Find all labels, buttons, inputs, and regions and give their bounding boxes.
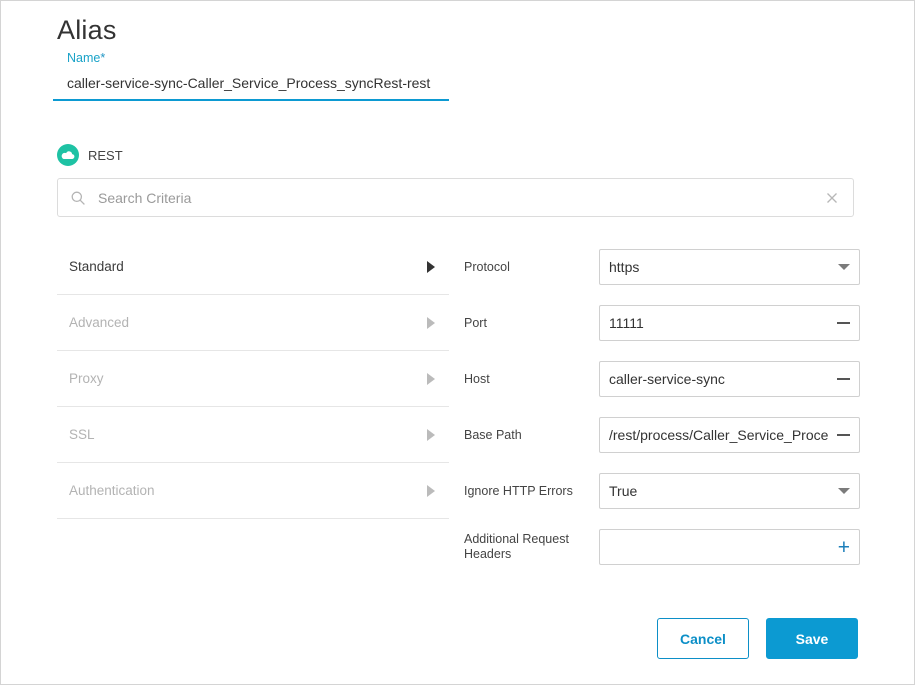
chevron-right-icon <box>427 485 435 497</box>
protocol-type-label: REST <box>88 147 123 163</box>
protocol-value[interactable] <box>600 250 859 284</box>
form-label-protocol: Protocol <box>464 259 510 274</box>
chevron-right-icon <box>427 261 435 273</box>
host-field[interactable] <box>599 361 860 397</box>
save-button[interactable]: Save <box>766 618 858 659</box>
chevron-down-icon[interactable] <box>838 474 850 508</box>
page-title: Alias <box>57 15 117 45</box>
protocol-select[interactable] <box>599 249 860 285</box>
base-path-value[interactable] <box>600 418 859 452</box>
port-field[interactable] <box>599 305 860 341</box>
settings-category-list <box>57 239 449 519</box>
cloud-icon <box>57 144 79 166</box>
name-label <box>67 51 449 65</box>
search-bar[interactable] <box>57 178 854 217</box>
minus-icon[interactable] <box>837 418 850 452</box>
sidebar-item-label: Proxy <box>69 371 104 386</box>
dialog-footer <box>657 618 858 659</box>
form-label-port: Port <box>464 315 487 330</box>
base-path-field[interactable] <box>599 417 860 453</box>
form-row-base-path <box>464 407 860 463</box>
minus-icon[interactable] <box>837 306 850 340</box>
additional-request-headers-field[interactable] <box>599 529 860 565</box>
port-value[interactable] <box>600 306 859 340</box>
search-icon <box>70 190 86 206</box>
sidebar-item-label: Authentication <box>69 483 155 498</box>
sidebar-item-advanced[interactable] <box>57 295 449 351</box>
sidebar-item-label: Advanced <box>69 315 130 330</box>
required-marker: * <box>100 51 106 65</box>
name-input[interactable] <box>53 71 449 101</box>
close-icon[interactable] <box>823 189 841 207</box>
sidebar-item-ssl[interactable] <box>57 407 449 463</box>
name-field-group <box>53 51 449 101</box>
form-row-additional-request-headers <box>464 519 860 575</box>
sidebar-item-authentication[interactable] <box>57 463 449 519</box>
additional-request-headers-value[interactable] <box>600 530 859 564</box>
chevron-right-icon <box>427 429 435 441</box>
form-row-ignore-http-errors <box>464 463 860 519</box>
form-row-protocol <box>464 239 860 295</box>
sidebar-item-label: Standard <box>69 259 124 274</box>
form-label-ignore-http-errors: Ignore HTTP Errors <box>464 483 573 498</box>
host-value[interactable] <box>600 362 859 396</box>
form-label-additional-request-headers: Additional Request Headers <box>464 532 569 561</box>
minus-icon[interactable] <box>837 362 850 396</box>
cancel-button[interactable]: Cancel <box>657 618 749 659</box>
ignore-http-errors-value[interactable] <box>600 474 859 508</box>
form-row-host <box>464 351 860 407</box>
ignore-http-errors-select[interactable] <box>599 473 860 509</box>
search-input[interactable] <box>96 189 823 207</box>
sidebar-item-label: SSL <box>69 427 95 442</box>
protocol-type-row <box>57 144 123 166</box>
form-label-host: Host <box>464 371 490 386</box>
form-label-base-path: Base Path <box>464 427 522 442</box>
chevron-right-icon <box>427 317 435 329</box>
sidebar-item-standard[interactable] <box>57 239 449 295</box>
name-label-text: Name <box>67 51 101 65</box>
sidebar-item-proxy[interactable] <box>57 351 449 407</box>
settings-form <box>464 239 860 575</box>
form-row-port <box>464 295 860 351</box>
chevron-right-icon <box>427 373 435 385</box>
plus-icon[interactable]: + <box>837 535 850 559</box>
chevron-down-icon[interactable] <box>838 250 850 284</box>
